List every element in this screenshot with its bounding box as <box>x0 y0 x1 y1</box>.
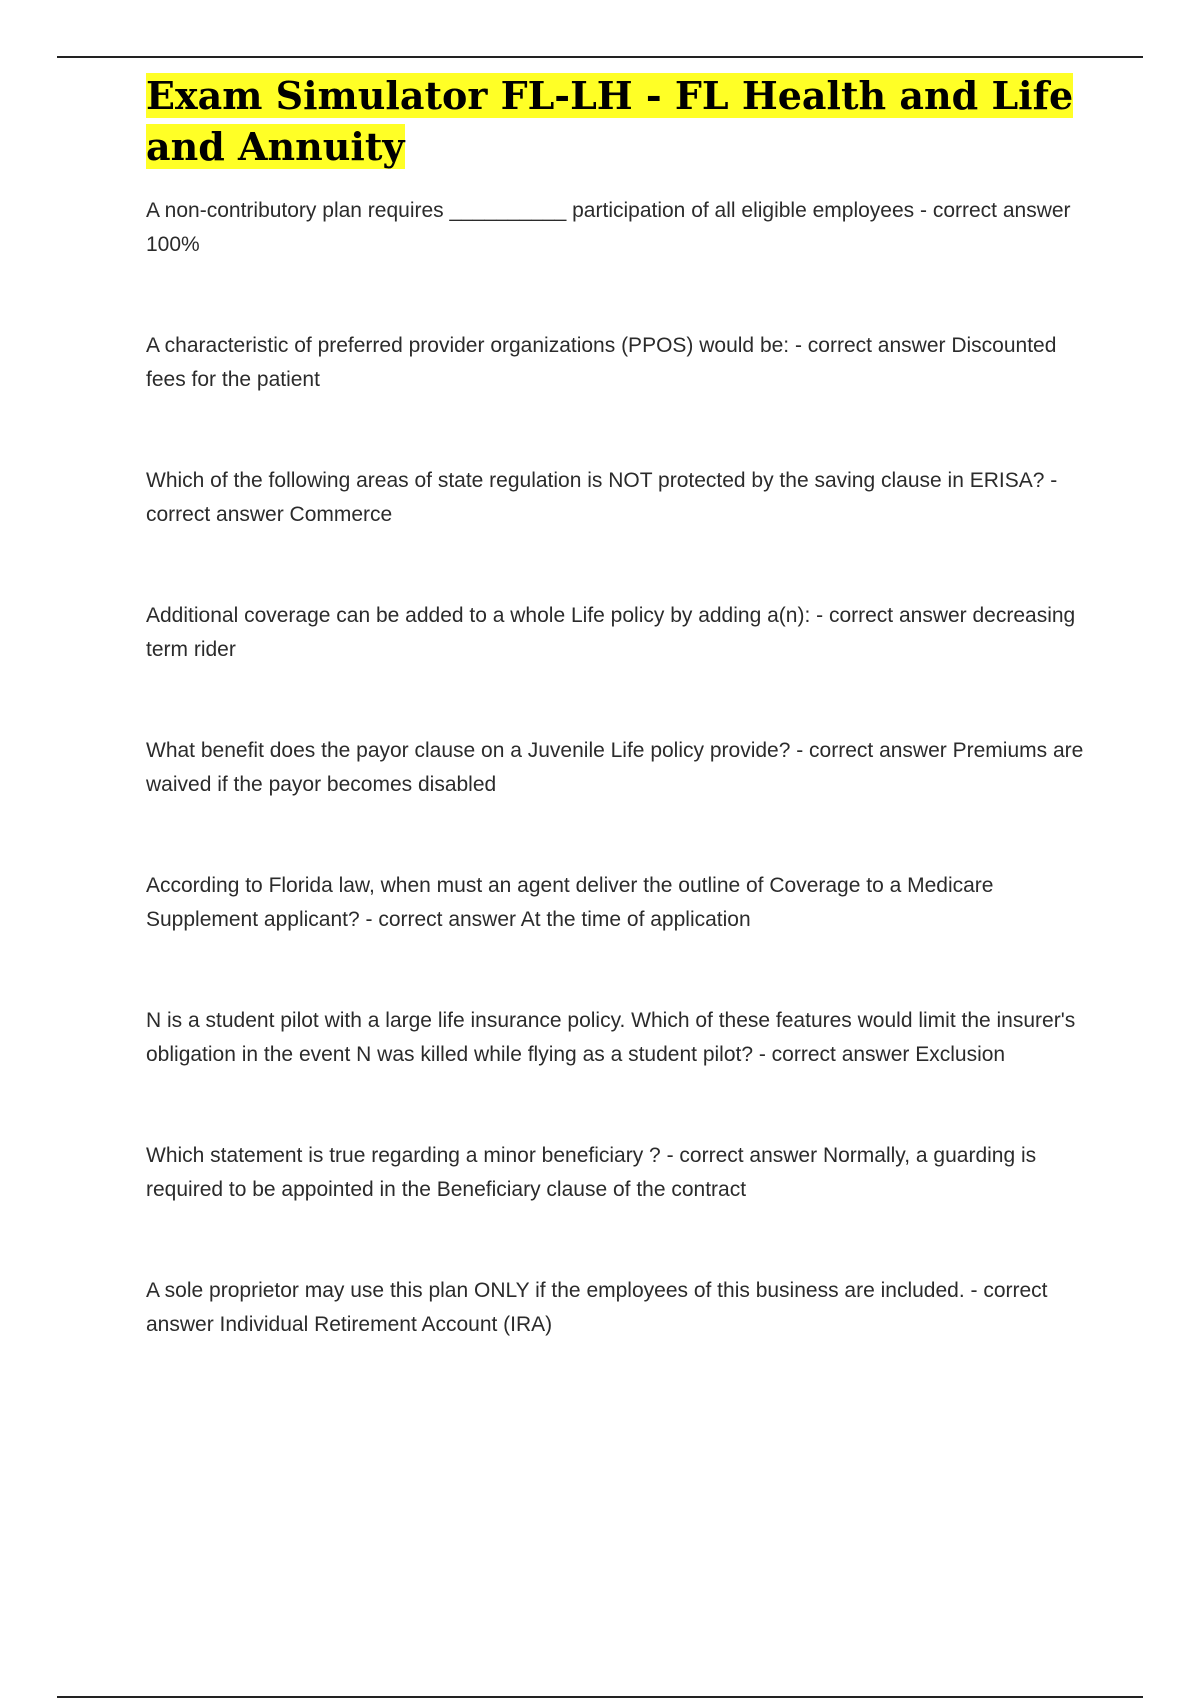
top-rule <box>57 56 1143 58</box>
document-title <box>146 70 1096 172</box>
qa-item-1: A non-contributory plan requires __________ participation of all eligible employees - correct answer 100% <box>146 199 1071 256</box>
qa-item-4: Additional coverage can be added to a whole Life policy by adding a(n): - correct answer decreasing term rider <box>146 604 1076 661</box>
bottom-rule <box>57 1696 1143 1698</box>
qa-item-8: Which statement is true regarding a minor beneficiary ? - correct answer Normally, a guarding is required to be appointed in the Beneficiary clause of the contract <box>146 1144 1037 1201</box>
qa-list <box>146 194 1096 1342</box>
document-body <box>146 70 1096 1409</box>
qa-item-7: N is a student pilot with a large life insurance policy. Which of these features would limit the insurer's obligation in the event N was killed while flying as a student pilot? - correct answer Exclusion <box>146 1009 1076 1066</box>
qa-item-9: A sole proprietor may use this plan ONLY if the employees of this business are included. - correct answer Individual Retirement Account (IRA) <box>146 1279 1048 1336</box>
qa-item-2: A characteristic of preferred provider organizations (PPOS) would be: - correct answer Discounted fees for the patient <box>146 334 1057 391</box>
qa-item-5: What benefit does the payor clause on a Juvenile Life policy provide? - correct answer Premiums are waived if the payor becomes disabled <box>146 739 1084 796</box>
qa-item-3: Which of the following areas of state regulation is NOT protected by the saving clause in ERISA? - correct answer Commerce <box>146 469 1058 526</box>
document-title-text: Exam Simulator FL-LH - FL Health and Life and Annuity <box>146 73 1074 169</box>
qa-item-6: According to Florida law, when must an agent deliver the outline of Coverage to a Medicare Supplement applicant? - correct answer At the time of application <box>146 874 994 931</box>
